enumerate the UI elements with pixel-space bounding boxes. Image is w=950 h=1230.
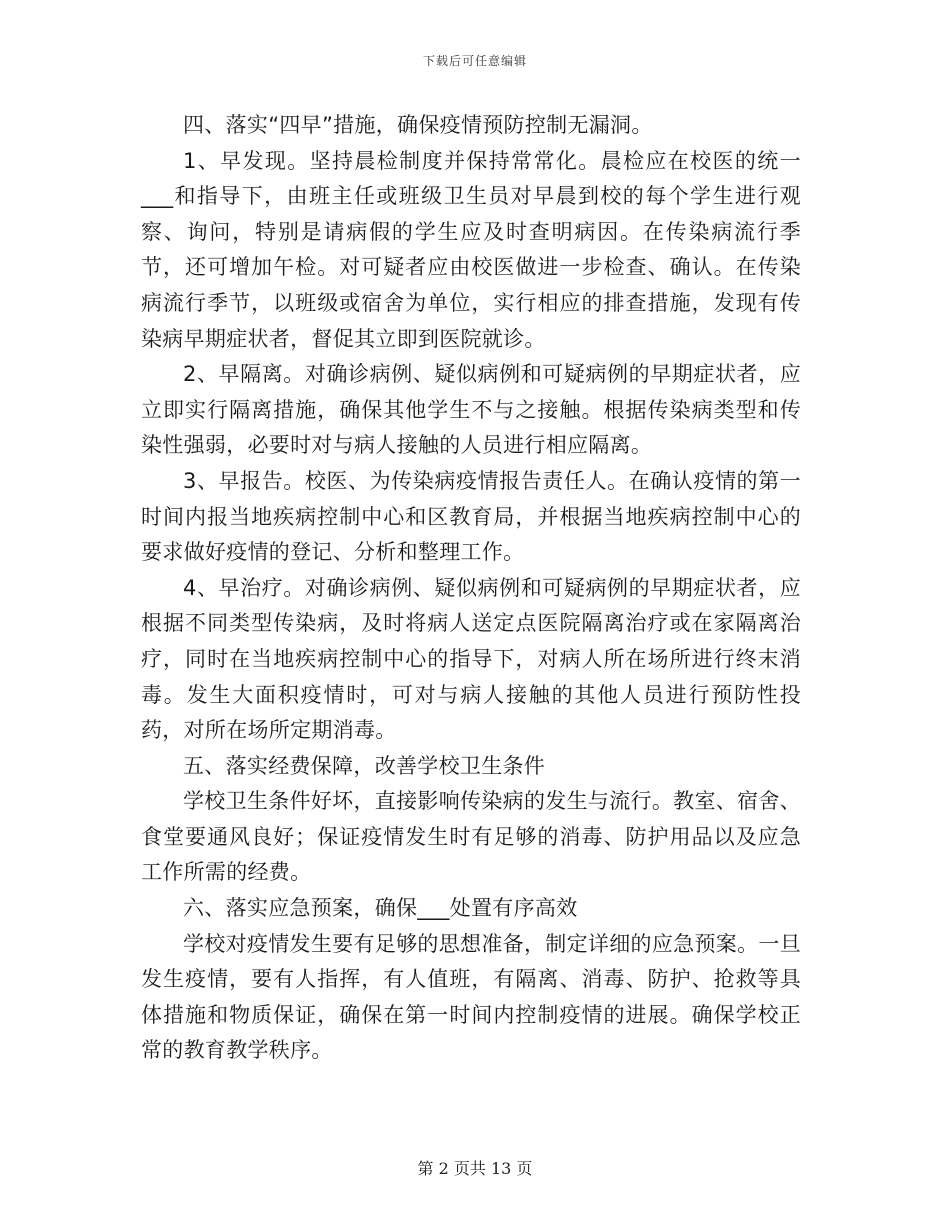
- section-heading-six: 六、落实应急预案，确保___处置有序高效: [183, 896, 578, 921]
- paragraph-early-detection: 1、早发现。坚持晨检制度并保持常常化。晨检应在校医的统一___和指导下，由班主任或班级卫生员对早晨到校的每个学生进行观察、询问，特别是请病假的学生应及时查明病因。在传染病流行季节，还可增加午检。对可疑者应由校医做进一步检查、确认。在传染病流行季节，以班级或宿舍为单位，实行相应的排查措施，发现有传染病早期症状者，督促其立即到医院就诊。: [141, 148, 801, 351]
- paragraph-early-treatment: 4、早治疗。对确诊病例、疑似病例和可疑病例的早期症状者，应根据不同类型传染病，及时将病人送定点医院隔离治疗或在家隔离治疗，同时在当地疾病控制中心的指导下，对病人所在场所进行终末消毒。发生大面积疫情时，可对与病人接触的其他人员进行预防性投药，对所在场所定期消毒。: [141, 575, 801, 743]
- page-header: 下载后可任意编辑: [422, 54, 527, 68]
- paragraph-hygiene-conditions: 学校卫生条件好坏，直接影响传染病的发生与流行。教室、宿舍、食堂要通风良好；保证疫情发生时有足够的消毒、防护用品以及应急工作所需的经费。: [141, 789, 801, 885]
- page-number: 第 2 页共 13 页: [417, 1159, 533, 1178]
- paragraph-emergency-plan: 学校对疫情发生要有足够的思想准备，制定详细的应急预案。一旦发生疫情，要有人指挥，有人值班，有隔离、消毒、防护、抢救等具体措施和物质保证，确保在第一时间内控制疫情的进展。确保学校正常的教育教学秩序。: [141, 931, 801, 1063]
- paragraph-early-report: 3、早报告。校医、为传染病疫情报告责任人。在确认疫情的第一时间内报当地疾病控制中心和区教育局，并根据当地疾病控制中心的要求做好疫情的登记、分析和整理工作。: [141, 468, 801, 565]
- document-body: [141, 108, 801, 1069]
- section-heading-five: 五、落实经费保障，改善学校卫生条件: [183, 753, 546, 778]
- paragraph-early-isolation: 2、早隔离。对确诊病例、疑似病例和可疑病例的早期症状者，应立即实行隔离措施，确保其他学生不与之接触。根据传染病类型和传染性强弱，必要时对与病人接触的人员进行相应隔离。: [141, 362, 801, 458]
- section-heading-four: 四、落实“四早”措施，确保疫情预防控制无漏洞。: [183, 113, 653, 137]
